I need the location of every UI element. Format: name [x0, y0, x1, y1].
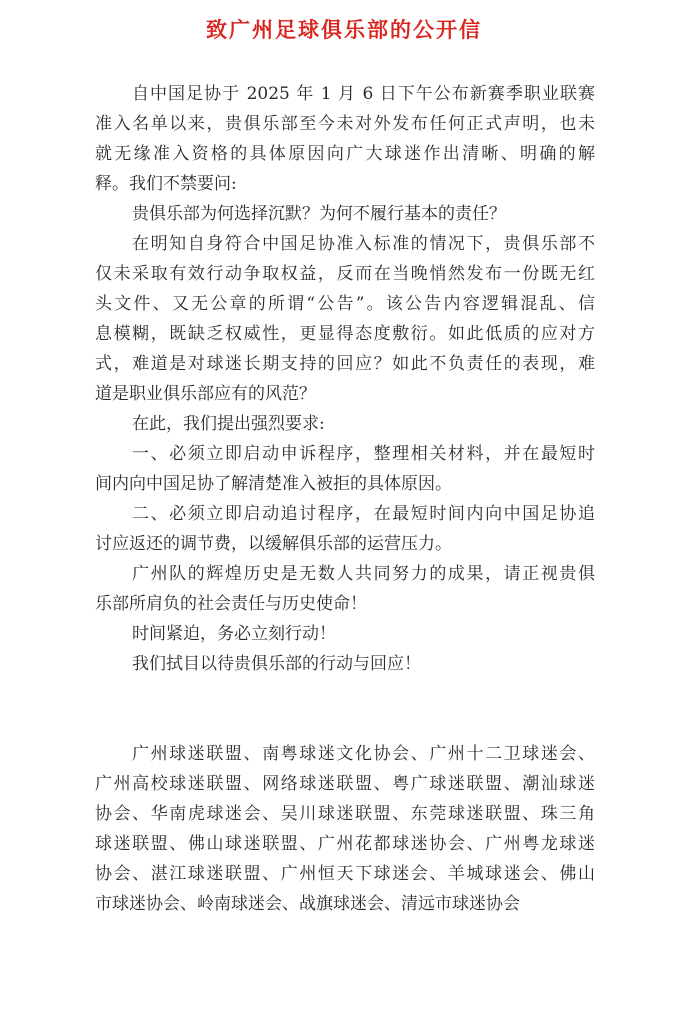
text-line: 一、必须立即启动申诉程序，整理相关材料，并在最短时	[132, 444, 595, 464]
text-line: 广州队的辉煌历史是无数人共同努力的成果，请正视贵俱	[132, 564, 595, 584]
signatory-line: 协会、湛江球迷联盟、广州恒天下球迷会、羊城球迷会、佛山	[95, 864, 595, 884]
text-line: 释。我们不禁要问:	[95, 174, 237, 194]
text-line: 间内向中国足协了解清楚准入被拒的具体原因。	[95, 474, 452, 494]
page-title: 致广州足球俱乐部的公开信	[206, 18, 482, 42]
text-line: 就无缘准入资格的具体原因向广大球迷作出清晰、明确的解	[95, 144, 595, 164]
text-line: 时间紧迫，务必立刻行动！	[132, 624, 336, 644]
text-line: 乐部所肩负的社会责任与历史使命！	[95, 594, 367, 614]
text-line: 二、必须立即启动追讨程序，在最短时间内向中国足协追	[132, 504, 595, 524]
signatory-line: 广州高校球迷联盟、网络球迷联盟、粤广球迷联盟、潮汕球迷	[95, 774, 595, 794]
text-line: 仅未采取有效行动争取权益，反而在当晚悄然发布一份既无红	[95, 264, 595, 284]
text-line: 道是职业俱乐部应有的风范？	[95, 384, 316, 404]
text-line: 式，难道是对球迷长期支持的回应？如此不负责任的表现，难	[95, 354, 595, 374]
text-line: 在此，我们提出强烈要求:	[132, 414, 325, 434]
text-line: 自中国足协于 2025 年 1 月 6 日下午公布新赛季职业联赛	[132, 84, 595, 104]
signatory-line: 市球迷协会、岭南球迷会、战旗球迷会、清远市球迷协会	[95, 894, 520, 914]
text-line: 贵俱乐部为何选择沉默？为何不履行基本的责任？	[132, 204, 506, 224]
text-line: 我们拭目以待贵俱乐部的行动与回应！	[132, 654, 421, 674]
text-line: 讨应返还的调节费，以缓解俱乐部的运营压力。	[95, 534, 452, 554]
signatory-line: 协会、华南虎球迷会、吴川球迷联盟、东莞球迷联盟、珠三角	[95, 804, 595, 824]
text-line: 头文件、又无公章的所谓“公告”。该公告内容逻辑混乱、信	[95, 294, 595, 314]
text-line: 息模糊，既缺乏权威性，更显得态度敷衍。如此低质的应对方	[95, 324, 595, 344]
signatory-line: 广州球迷联盟、南粤球迷文化协会、广州十二卫球迷会、	[132, 744, 595, 764]
text-line: 在明知自身符合中国足协准入标准的情况下，贵俱乐部不	[132, 234, 595, 254]
text-line: 准入名单以来，贵俱乐部至今未对外发布任何正式声明，也未	[95, 114, 595, 134]
signatory-line: 球迷联盟、佛山球迷联盟、广州花都球迷协会、广州粤龙球迷	[95, 834, 595, 854]
